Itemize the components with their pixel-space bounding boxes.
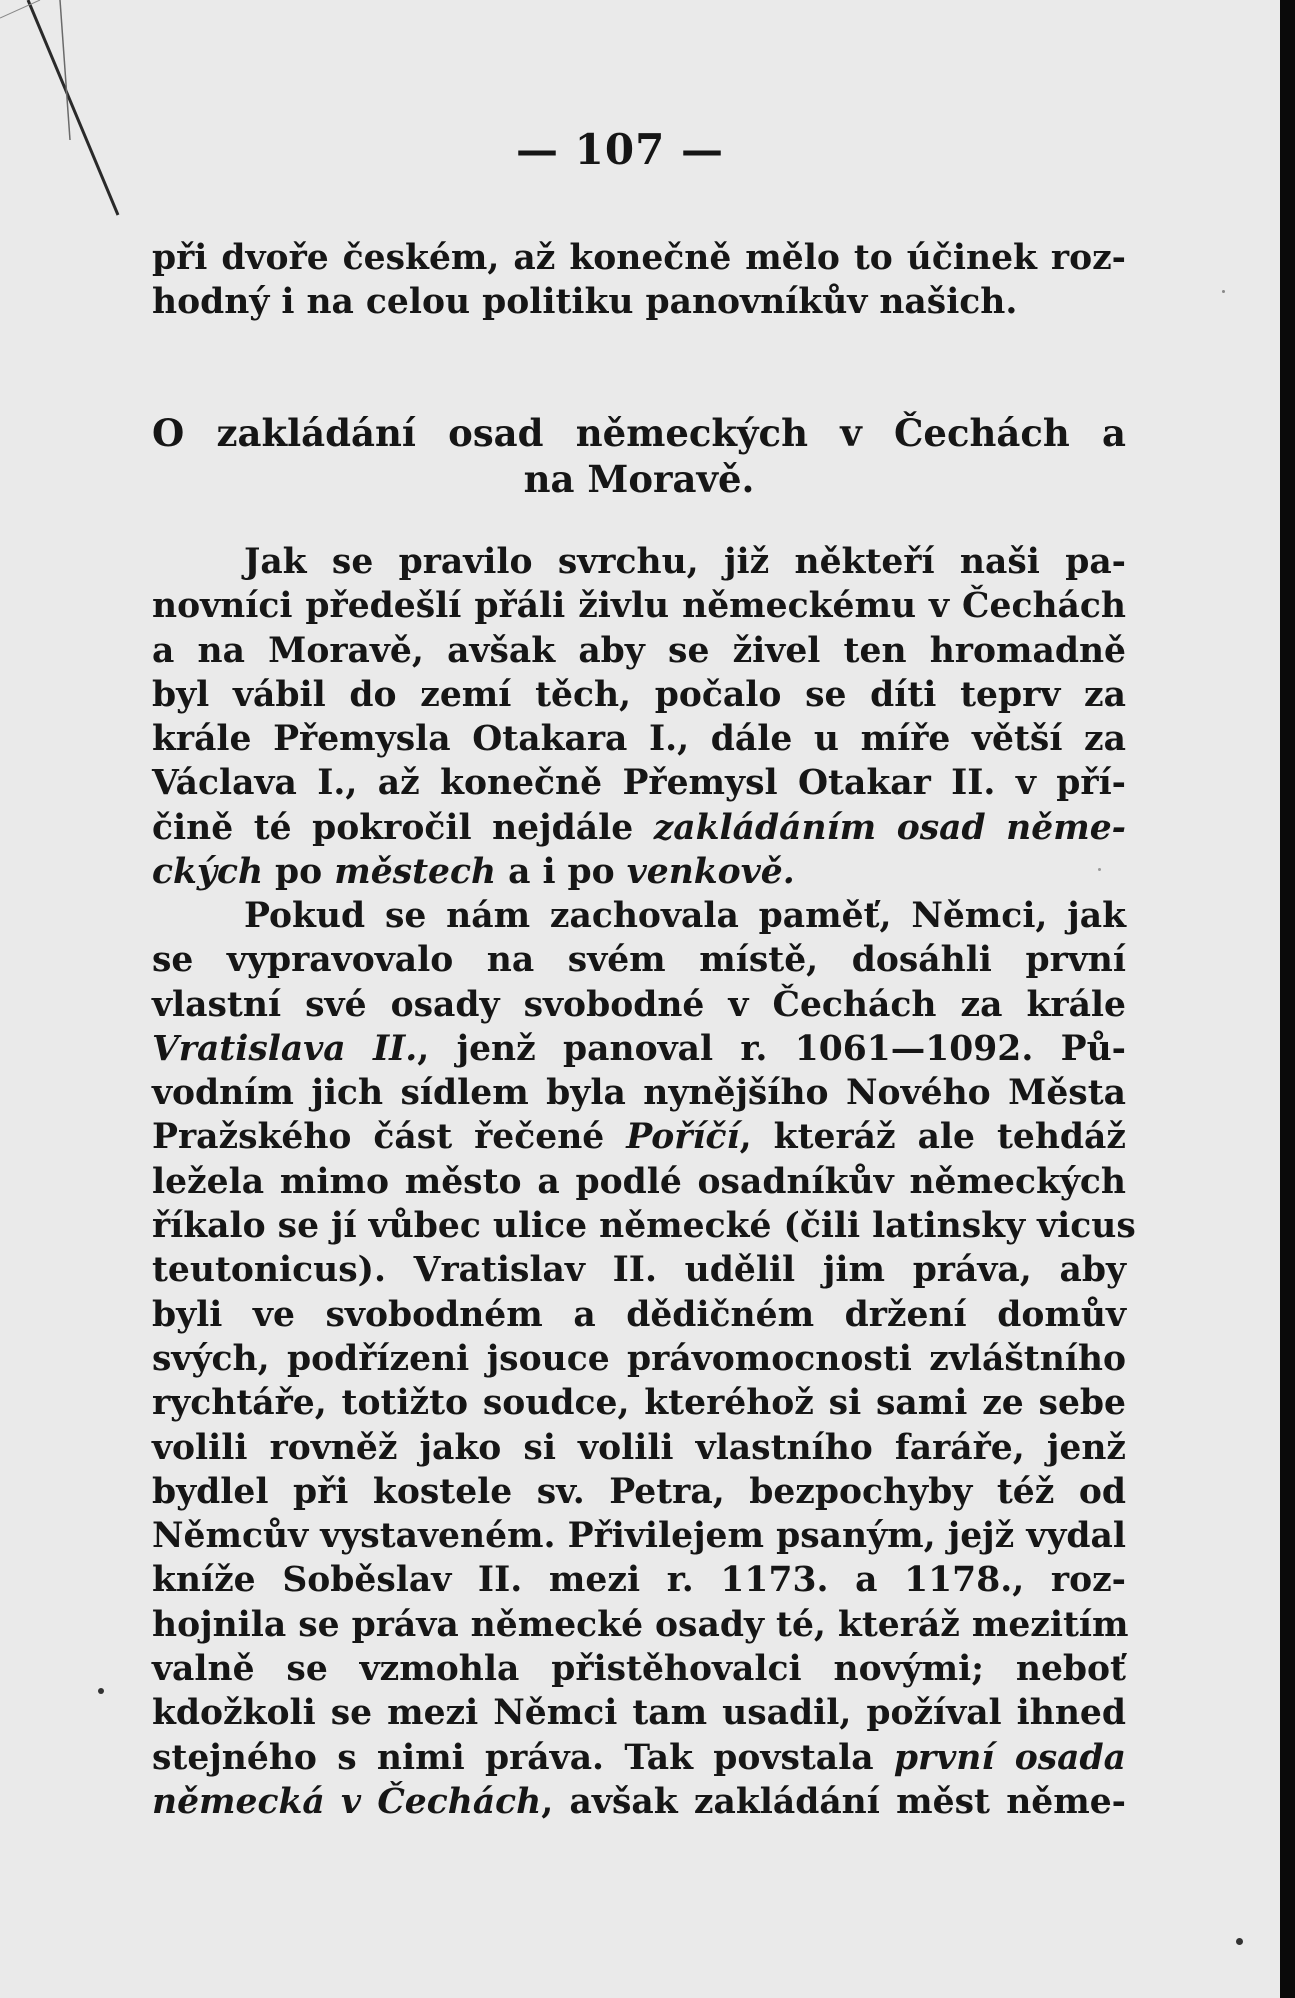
italic-run: venkově. [626, 852, 795, 893]
text-line: hodný i na celou politiku panovníkův našich. [152, 282, 1018, 323]
text-line: kníže Soběslav II. mezi r. 1173. a 1178., roz- [152, 1560, 1126, 1601]
text-line [152, 1115, 1126, 1159]
paper-speck [1098, 868, 1101, 871]
paper-speck [98, 1688, 104, 1694]
paragraph-2 [152, 894, 1136, 1824]
text-line: novníci předešlí přáli živlu německému v Čechách [152, 586, 1126, 627]
section-heading [152, 410, 1126, 502]
italic-run: městech [334, 852, 497, 893]
page-number: — 107 — [516, 125, 724, 174]
text-run: , avšak zakládání měst něme- [541, 1781, 1126, 1822]
text-line [152, 1736, 1126, 1780]
italic-run: německá v Čechách [152, 1781, 542, 1822]
text-line: a na Moravě, avšak aby se živel ten hromadně [152, 630, 1126, 671]
text-line: krále Přemysla Otakara I., dále u míře větší za [152, 719, 1126, 760]
heading-line: na Moravě. [523, 457, 755, 501]
text-line: ležela mimo město a podlé osadníkův německých [152, 1161, 1126, 1202]
text-run: , jenž panoval r. 1061—1092. Pů- [417, 1028, 1126, 1069]
paragraph-1 [152, 540, 1126, 894]
text-line [152, 1027, 1126, 1071]
italic-run: první osada [893, 1737, 1126, 1778]
text-run: Pražského část řečené [152, 1117, 627, 1158]
text-line: kdožkoli se mezi Němci tam usadil, požíval ihned [152, 1693, 1126, 1734]
paper-speck [1236, 1938, 1243, 1945]
text-line: rychtáře, totižto soudce, kteréhož si sami ze sebe [152, 1383, 1126, 1424]
italic-run: ckých [152, 852, 264, 893]
text-run: stejného s nimi práva. Tak povstala [152, 1737, 894, 1778]
heading-line: O zakládání osad německých v Čechách a [152, 411, 1126, 455]
text-line: byl vábil do zemí těch, počalo se díti teprv za [152, 674, 1126, 715]
text-line [152, 850, 1126, 894]
continuation-text [152, 236, 1126, 325]
text-run: po [263, 852, 335, 893]
text-run: , kteráž ale tehdáž [739, 1117, 1126, 1158]
italic-run: zakládáním osad něme- [653, 807, 1126, 848]
text-line: Pokud se nám zachovala paměť, Němci, jak [244, 896, 1126, 936]
text-run: a i po [496, 852, 627, 893]
text-line: svých, podřízeni jsouce právomocnosti zvláštního [152, 1338, 1126, 1379]
text-line: valně se vzmohla přistěhovalci novými; neboť [152, 1649, 1126, 1690]
text-line: byli ve svobodném a dědičném držení domův [152, 1294, 1126, 1335]
text-line: vodním jich sídlem byla nynějšího Nového Města [152, 1073, 1126, 1114]
text-line: při dvoře českém, až konečně mělo to účinek roz- [152, 238, 1126, 278]
text-line: Němcův vystaveném. Přivilejem psaným, jejž vydal [152, 1516, 1126, 1557]
text-line [152, 1780, 1126, 1824]
text-line: teutonicus). Vratislav II. udělil jim práva, aby [152, 1250, 1126, 1291]
text-line: Jak se pravilo svrchu, již někteří naši pa- [244, 542, 1126, 582]
paper-speck [1222, 290, 1225, 293]
text-line: volili rovněž jako si volili vlastního faráře, jenž [152, 1427, 1126, 1468]
italic-run: Poříčí [626, 1117, 740, 1158]
text-line: vlastní své osady svobodné v Čechách za krále [152, 984, 1126, 1025]
text-run: čině té pokročil nejdále [152, 807, 654, 848]
text-line: Václava I., až konečně Přemysl Otakar II. v pří- [152, 763, 1126, 804]
scan-edge [1280, 0, 1295, 1998]
text-line: říkalo se jí vůbec ulice německé (čili latinsky vicus [152, 1206, 1136, 1247]
text-line: se vypravovalo na svém místě, dosáhli první [152, 940, 1126, 981]
text-line [152, 806, 1126, 850]
text-line: hojnila se práva německé osady té, kteráž mezitím [152, 1604, 1129, 1645]
text-line: bydlel při kostele sv. Petra, bezpochyby též od [152, 1471, 1126, 1512]
italic-run: Vratislava II. [152, 1028, 418, 1069]
